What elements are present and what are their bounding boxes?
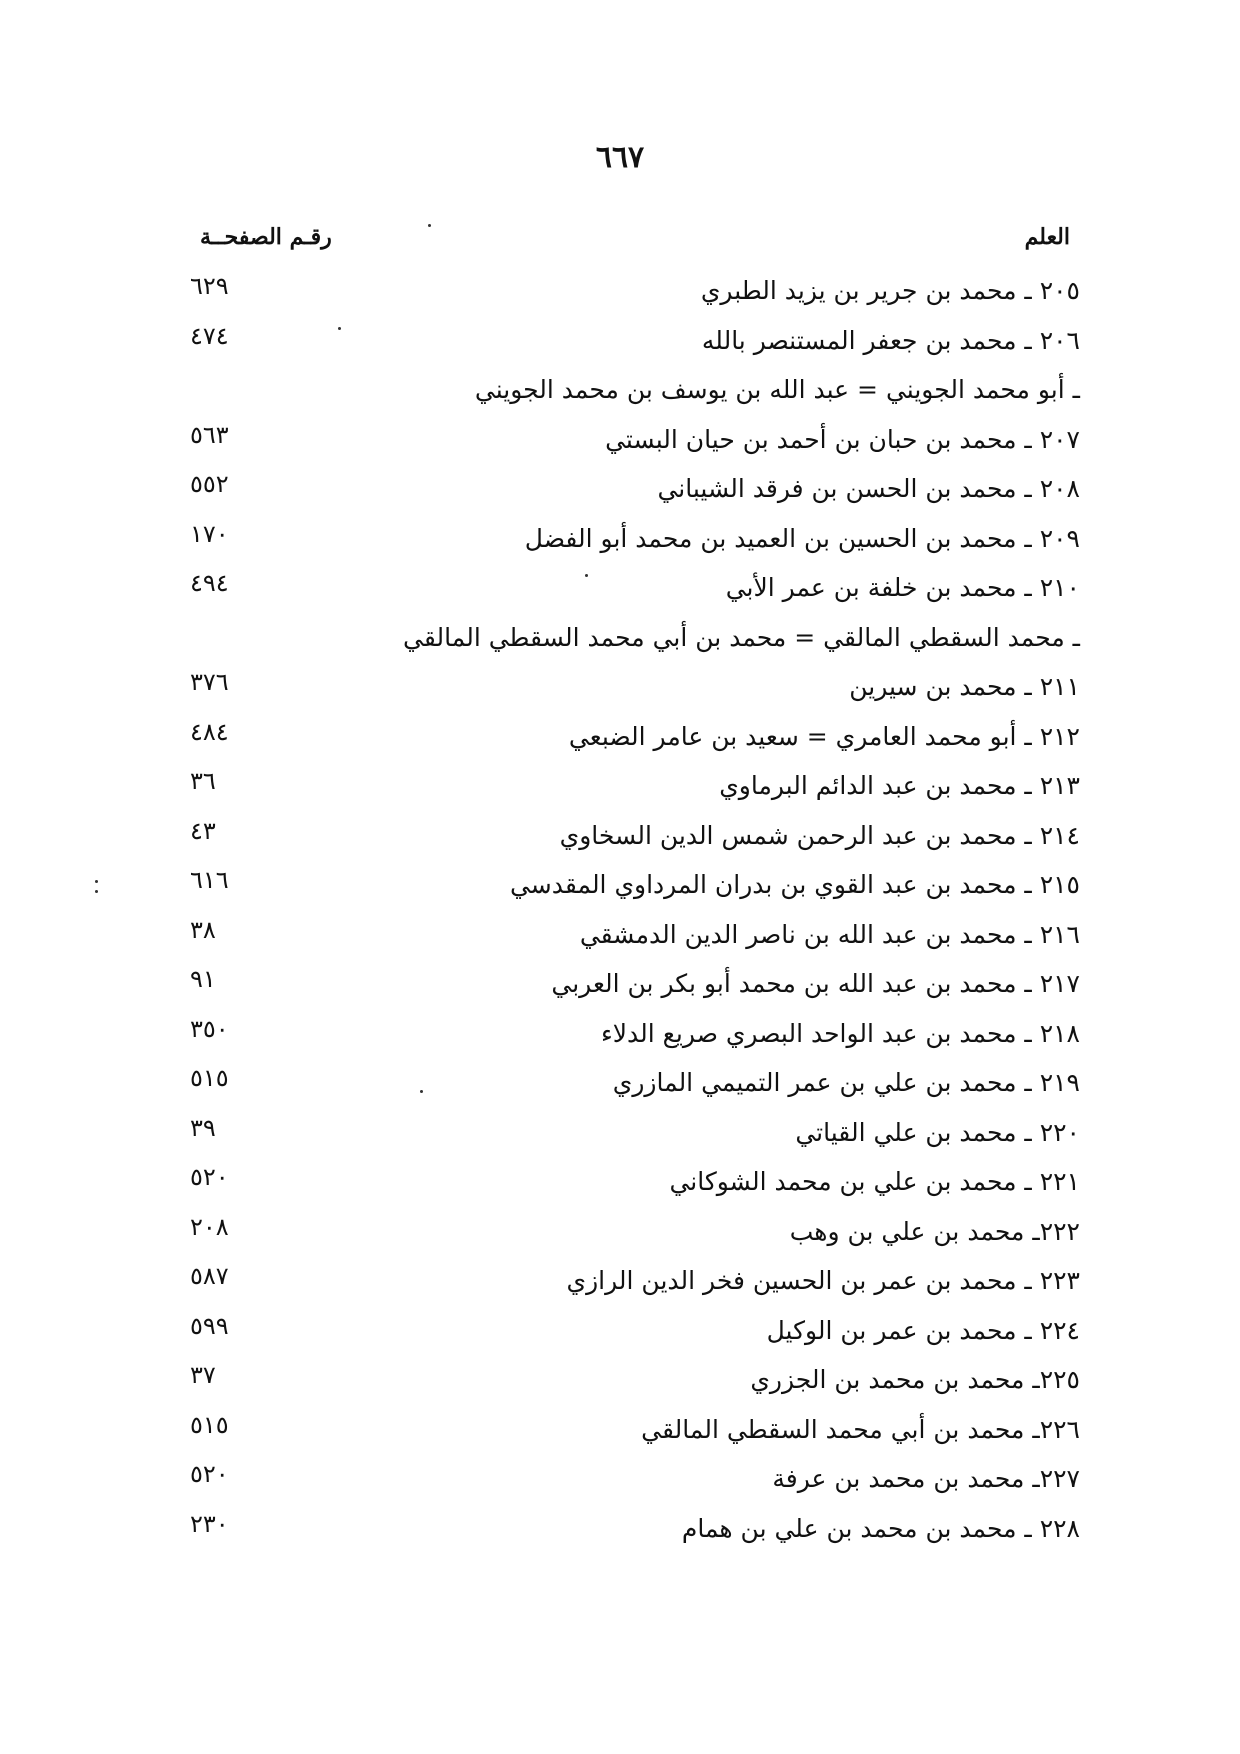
index-row bbox=[0, 866, 1240, 916]
entry-page: ٥٩٩ bbox=[190, 1311, 229, 1340]
entry-page: ٥٥٢ bbox=[190, 470, 229, 498]
index-row bbox=[0, 619, 1240, 669]
entry-name: ٢١٥ ـ محمد بن عبد القوي بن بدران المرداوي المقدسي bbox=[509, 870, 1080, 899]
entry-page: ٣٩ bbox=[190, 1113, 216, 1142]
index-row bbox=[0, 1411, 1240, 1461]
entry-page: ٤٨٤ bbox=[190, 717, 229, 746]
entry-page: ٩١ bbox=[190, 965, 216, 993]
index-row bbox=[0, 1312, 1240, 1362]
entry-page: ٦٢٩ bbox=[190, 272, 229, 300]
index-row bbox=[0, 1015, 1240, 1065]
scan-speck bbox=[585, 574, 588, 577]
entry-name: ٢٠٧ ـ محمد بن حبان بن أحمد بن حيان البستي bbox=[605, 424, 1080, 454]
entry-page: ٤٩٤ bbox=[190, 569, 229, 597]
index-row bbox=[0, 1064, 1240, 1114]
scan-speck bbox=[420, 1090, 423, 1093]
entry-name: ٢٢٠ ـ محمد بن علي القياتي bbox=[795, 1117, 1080, 1147]
entry-page: ٣٥٠ bbox=[190, 1014, 229, 1043]
entry-page: ٥٢٠ bbox=[190, 1460, 229, 1488]
index-row bbox=[0, 916, 1240, 966]
column-header-page: رقـم الصفحــة bbox=[200, 224, 332, 250]
index-row bbox=[0, 668, 1240, 718]
index-row bbox=[0, 718, 1240, 768]
scan-speck bbox=[428, 224, 431, 227]
index-row bbox=[0, 1361, 1240, 1411]
index-row bbox=[0, 322, 1240, 372]
entry-name: ٢٢٤ ـ محمد بن عمر بن الوكيل bbox=[766, 1315, 1080, 1345]
entry-name: ٢٢٥ـ محمد بن محمد بن الجزري bbox=[750, 1365, 1080, 1394]
index-row bbox=[0, 421, 1240, 471]
index-row bbox=[0, 272, 1240, 322]
scan-speck bbox=[338, 327, 341, 330]
entry-name: ٢١٧ ـ محمد بن عبد الله بن محمد أبو بكر بن العربي bbox=[551, 969, 1080, 998]
index-row bbox=[0, 470, 1240, 520]
entry-name: ٢٢٨ ـ محمد بن محمد بن علي بن همام bbox=[681, 1513, 1080, 1543]
entry-name: ـ محمد السقطي المالقي = محمد بن أبي محمد السقطي المالقي bbox=[403, 622, 1080, 652]
entry-page: ١٧٠ bbox=[190, 519, 229, 548]
entry-name: ٢١٢ ـ أبو محمد العامري = سعيد بن عامر الضبعي bbox=[568, 721, 1080, 751]
index-row bbox=[0, 1262, 1240, 1312]
entry-page: ٢٣٠ bbox=[190, 1509, 229, 1538]
entry-page: ٥١٥ bbox=[190, 1064, 229, 1092]
entry-name: ـ أبو محمد الجويني = عبد الله بن يوسف بن محمد الجويني bbox=[474, 375, 1080, 404]
entry-page: ٣٧ bbox=[190, 1361, 216, 1389]
index-row bbox=[0, 1163, 1240, 1213]
entry-page: ٣٨ bbox=[190, 915, 216, 944]
index-list bbox=[0, 272, 1240, 1559]
entry-page: ٣٦ bbox=[190, 767, 216, 795]
entry-page: ٥٨٧ bbox=[190, 1262, 229, 1290]
scan-speck bbox=[95, 880, 98, 883]
entry-name: ٢١٩ ـ محمد بن علي بن عمر التميمي المازري bbox=[612, 1068, 1080, 1097]
entry-name: ٢١٣ ـ محمد بن عبد الدائم البرماوي bbox=[719, 771, 1080, 800]
index-row bbox=[0, 1114, 1240, 1164]
entry-name: ٢١٠ ـ محمد بن خلفة بن عمر الأبي bbox=[725, 573, 1080, 602]
entry-name: ٢٠٩ ـ محمد بن الحسين بن العميد بن محمد أبو الفضل bbox=[524, 523, 1080, 553]
index-row bbox=[0, 1510, 1240, 1560]
entry-name: ٢٢٢ـ محمد بن علي بن وهب bbox=[789, 1216, 1080, 1246]
entry-name: ٢٠٥ ـ محمد بن جرير بن يزيد الطبري bbox=[700, 276, 1080, 305]
index-row bbox=[0, 817, 1240, 867]
entry-page: ٤٧٤ bbox=[190, 321, 229, 350]
entry-name: ٢٢٣ ـ محمد بن عمر بن الحسين فخر الدين الرازي bbox=[566, 1266, 1080, 1295]
entry-name: ٢١٤ ـ محمد بن عبد الرحمن شمس الدين السخاوي bbox=[559, 820, 1080, 850]
entry-name: ٢٢٦ـ محمد بن أبي محمد السقطي المالقي bbox=[641, 1414, 1080, 1444]
index-row bbox=[0, 371, 1240, 421]
entry-name: ٢٢١ ـ محمد بن علي بن محمد الشوكاني bbox=[669, 1167, 1080, 1196]
entry-page: ٥٦٣ bbox=[190, 420, 229, 449]
entry-name: ٢٠٨ ـ محمد بن الحسن بن فرقد الشيباني bbox=[657, 474, 1080, 503]
entry-page: ٣٧٦ bbox=[190, 668, 229, 696]
entry-name: ٢١١ ـ محمد بن سيرين bbox=[849, 672, 1080, 701]
index-row bbox=[0, 1460, 1240, 1510]
entry-page: ٥١٥ bbox=[190, 1410, 229, 1439]
entry-name: ٢١٨ ـ محمد بن عبد الواحد البصري صريع الدلاء bbox=[600, 1018, 1080, 1048]
page-number: ٦٦٧ bbox=[595, 140, 645, 175]
entry-name: ٢١٦ ـ محمد بن عبد الله بن ناصر الدين الدمشقي bbox=[579, 919, 1080, 949]
entry-name: ٢٠٦ ـ محمد بن جعفر المستنصر بالله bbox=[701, 325, 1080, 355]
index-row bbox=[0, 1213, 1240, 1263]
entry-page: ٥٢٠ bbox=[190, 1163, 229, 1191]
entry-page: ٤٣ bbox=[190, 816, 216, 845]
entry-page: ٦١٦ bbox=[190, 866, 229, 894]
entry-name: ٢٢٧ـ محمد بن محمد بن عرفة bbox=[772, 1464, 1080, 1493]
index-row bbox=[0, 569, 1240, 619]
column-header-name: العلم bbox=[1024, 224, 1070, 250]
index-row bbox=[0, 520, 1240, 570]
index-row bbox=[0, 965, 1240, 1015]
scan-speck bbox=[95, 890, 98, 893]
entry-page: ٢٠٨ bbox=[190, 1212, 229, 1241]
index-row bbox=[0, 767, 1240, 817]
